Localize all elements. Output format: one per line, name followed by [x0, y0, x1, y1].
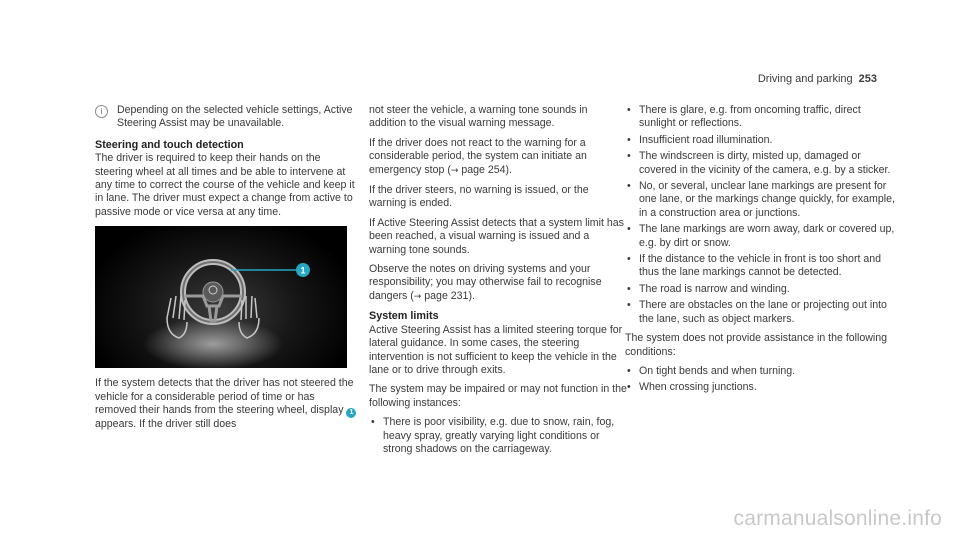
list-item-text: No, or several, unclear lane markings are present for one lane, or the markings change quickly, for example, in a construction area or junctions.	[639, 180, 895, 219]
list-item	[625, 283, 895, 296]
page-ref-arrow-icon: →	[413, 291, 422, 302]
column-3	[625, 104, 895, 401]
paragraph: If the driver steers, no warning is issued, or the warning is ended.	[369, 184, 589, 210]
page-reference-link[interactable]: page 231).	[424, 289, 475, 302]
heading-steering-touch: Steering and touch detection	[95, 138, 244, 151]
list-item	[369, 416, 627, 456]
column-1	[95, 104, 357, 437]
list-item-text: The windscreen is dirty, misted up, damaged or covered in the vicinity of the camera, e.g. by a sticker.	[639, 150, 891, 176]
list-item	[625, 150, 895, 177]
paragraph: not steer the vehicle, a warning tone sounds in addition to the visual warning message.	[369, 104, 588, 130]
list-item-text: There is poor visibility, e.g. due to snow, rain, fog, heavy spray, greatly varying light conditions or strong shadows on the carriageway.	[383, 416, 615, 455]
paragraph: The system does not provide assistance in the following conditions:	[625, 332, 888, 358]
bullet-list	[369, 416, 627, 456]
callout-badge: 1	[346, 408, 356, 418]
bullet-list	[625, 365, 895, 395]
bullet-glyph: •	[627, 282, 631, 295]
bullet-list	[625, 104, 895, 326]
list-item	[625, 223, 895, 250]
callout-number: 1	[300, 265, 306, 276]
paragraph-text: appears. If the driver still does	[95, 418, 237, 431]
paragraph: The system may be impaired or may not function in the following instances:	[369, 383, 627, 409]
paragraph-text: If the system detects that the driver has not steered the vehicle for a considerable period of time or has removed their hands from the steering wheel, display	[95, 377, 354, 417]
page-number: 253	[858, 73, 877, 85]
bullet-glyph: •	[627, 223, 631, 236]
bullet-glyph: •	[627, 180, 631, 193]
list-item-text: The lane markings are worn away, dark or covered up, e.g. by dirt or snow.	[639, 223, 895, 249]
bullet-glyph: •	[627, 104, 631, 116]
paragraph	[369, 263, 627, 304]
steering-wheel-figure	[95, 226, 347, 368]
bullet-glyph: •	[627, 364, 631, 377]
list-item-text: The road is narrow and winding.	[639, 282, 790, 295]
paragraph	[369, 137, 627, 178]
paragraph-text: If the driver does not react to the warning for a considerable period, the system can initiate an emergency stop (	[369, 136, 587, 176]
list-item	[625, 299, 895, 326]
page-reference-link[interactable]: page 254).	[461, 163, 513, 176]
list-item-text: When crossing junctions.	[639, 381, 757, 394]
info-icon: i	[95, 105, 108, 118]
paragraph	[95, 377, 357, 431]
column-2	[369, 104, 627, 462]
paragraph-text: Observe the notes on driving systems and your responsibility; you may otherwise fail to recognise dangers (	[369, 263, 602, 302]
bullet-glyph: •	[627, 150, 631, 163]
list-item	[625, 180, 895, 220]
paragraph: Active Steering Assist has a limited steering torque for lateral guidance. In some cases, the steering intervention is not sufficient to keep the vehicle in the lane or to drive through exits.	[369, 323, 623, 376]
watermark: carmanualsonline.info	[733, 506, 942, 530]
steering-wheel-icon	[183, 262, 243, 322]
list-item-text: Insufficient road illumination.	[639, 133, 773, 146]
info-note-text: Depending on the selected vehicle settings, Active Steering Assist may be unavailable.	[117, 104, 353, 130]
bullet-glyph: •	[627, 299, 631, 312]
list-item	[625, 104, 895, 131]
list-item	[625, 365, 895, 378]
bullet-glyph: •	[371, 416, 375, 429]
bullet-glyph: •	[627, 133, 631, 146]
floor-glow	[143, 318, 283, 368]
list-item-text: There are obstacles on the lane or projecting out into the lane, such as object markers.	[639, 299, 887, 325]
list-item-text: If the distance to the vehicle in front is too short and thus the lane markings cannot be detected.	[639, 253, 882, 279]
list-item	[625, 381, 895, 394]
list-item	[625, 134, 895, 147]
bullet-glyph: •	[627, 253, 631, 266]
page-header	[758, 73, 877, 86]
section-title: Driving and parking	[757, 73, 853, 85]
page-ref-arrow-icon: →	[450, 165, 459, 176]
bullet-glyph: •	[627, 381, 631, 394]
heading-system-limits: System limits	[369, 310, 439, 323]
list-item	[625, 253, 895, 280]
list-item-text: There is glare, e.g. from oncoming traffic, direct sunlight or reflections.	[639, 104, 861, 130]
list-item-text: On tight bends and when turning.	[639, 364, 796, 377]
steering-wheel-illustration	[95, 226, 347, 368]
paragraph: If Active Steering Assist detects that a system limit has been reached, a visual warning is issued and a warning tone sounds.	[369, 216, 624, 256]
info-note	[95, 104, 357, 131]
paragraph: The driver is required to keep their hands on the steering wheel at all times and be able to intervene at any time to correct the course of the vehicle and keep it in lane. The driver must expect a change from active to passive mode or vice versa at any time.	[95, 152, 355, 218]
